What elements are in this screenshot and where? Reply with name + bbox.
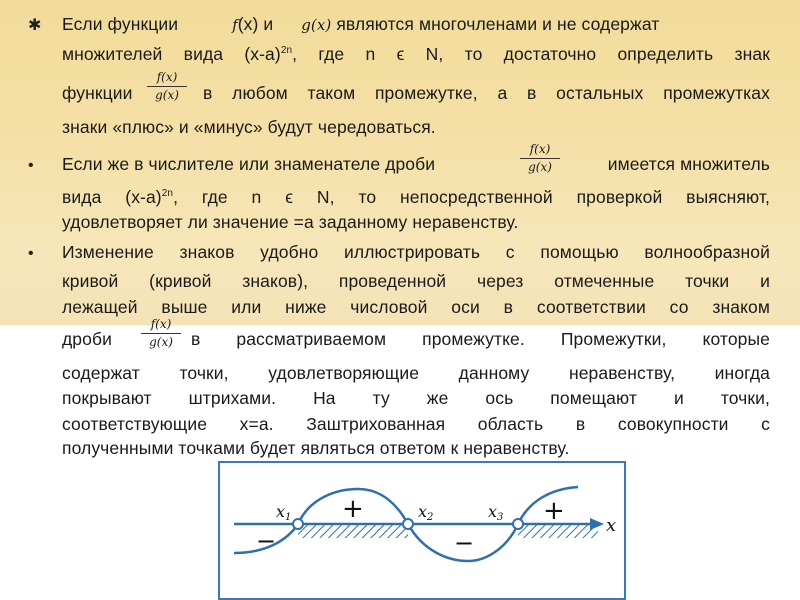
point-x2 [403,519,413,529]
p3-line-1: Изменение знаков удобно иллюстрировать с помощью волнообразной [62,242,770,262]
fraction-fx-gx [143,70,191,103]
hatched-region-1 [298,525,408,538]
p1-text: являются многочленами и не содержат [336,14,660,34]
p2-text: вида (x-a) [62,187,162,207]
p3-line-7: соответствующие x=a. Заштрихованная область в совокупности с [62,414,770,434]
p3-line-4b: в рассматриваемом промежутке. Промежутки, которые [191,329,770,349]
sign-plus-middle: + [342,494,364,524]
p2-line-1a: Если же в числителе или знаменателе дроби [62,154,436,174]
fraction-fx-gx: f(x) g(x) [137,317,185,350]
p3-line-5: содержат точки, удовлетворяющие данному неравенству, иногда [62,363,770,383]
p3-line-3: лежащей выше или ниже числовой оси в соответствии со знаком [62,297,770,317]
fraction-numerator: f(x) [156,70,178,84]
g-of-x: g(x) [301,16,332,34]
p2-line-3: удовлетворяет ли значение =а заданному неравенству. [62,212,519,232]
point-x1 [293,519,303,529]
sign-curve-diagram [218,461,626,600]
label-x3: x3 [488,502,504,523]
sign-plus-right: + [543,496,565,526]
exponent: 2n [280,45,293,57]
p1-text: Если функции [62,14,179,34]
exponent: 2n [161,188,174,200]
label-x2: x2 [418,502,434,523]
p1-text: (x) и [237,14,274,34]
p1-text: , где n ϵ N, то достаточно определить знак [292,44,770,64]
p2-line-2 [62,186,770,208]
bullet-marker: • [28,157,34,174]
p1-line-3b: в любом таком промежутке, а в остальных промежутках [203,83,770,103]
point-x3 [513,519,523,529]
fraction-fx-gx: f(x) g(x) [516,142,564,175]
p1-line-4: знаки «плюс» и «минус» будут чередоваться. [62,117,436,137]
sign-minus-middle: − [454,529,475,557]
p3-line-6: покрывают штрихами. На ту же ось помещают и точки, [62,388,770,408]
p3-line-8: полученными точками будет являться ответом к неравенству. [62,438,570,458]
sign-minus-left: − [256,527,277,555]
p3-line-4a: дроби [62,329,112,349]
hatched-region-2 [518,525,598,538]
p1-line-3a: функции [62,83,133,103]
p1-line-1 [62,13,770,36]
bullet-marker: • [28,245,34,262]
f-of-x: f [232,16,238,34]
p3-line-2: кривой (кривой знаков), проведенной через отмеченные точки и [62,271,770,291]
p1-line-2 [62,43,770,65]
axis-label-x: x [606,515,617,536]
fraction-bar [147,86,187,87]
bullet-marker: ✱ [28,17,42,34]
p2-text: , где n ϵ N, то непосредственной проверкой выясняют, [173,187,771,207]
p2-line-1b: имеется множитель [607,154,770,174]
label-x1: x1 [276,502,292,523]
p1-text: множителей вида (x-a) [62,44,281,64]
fraction-denominator: g(x) [155,88,179,102]
